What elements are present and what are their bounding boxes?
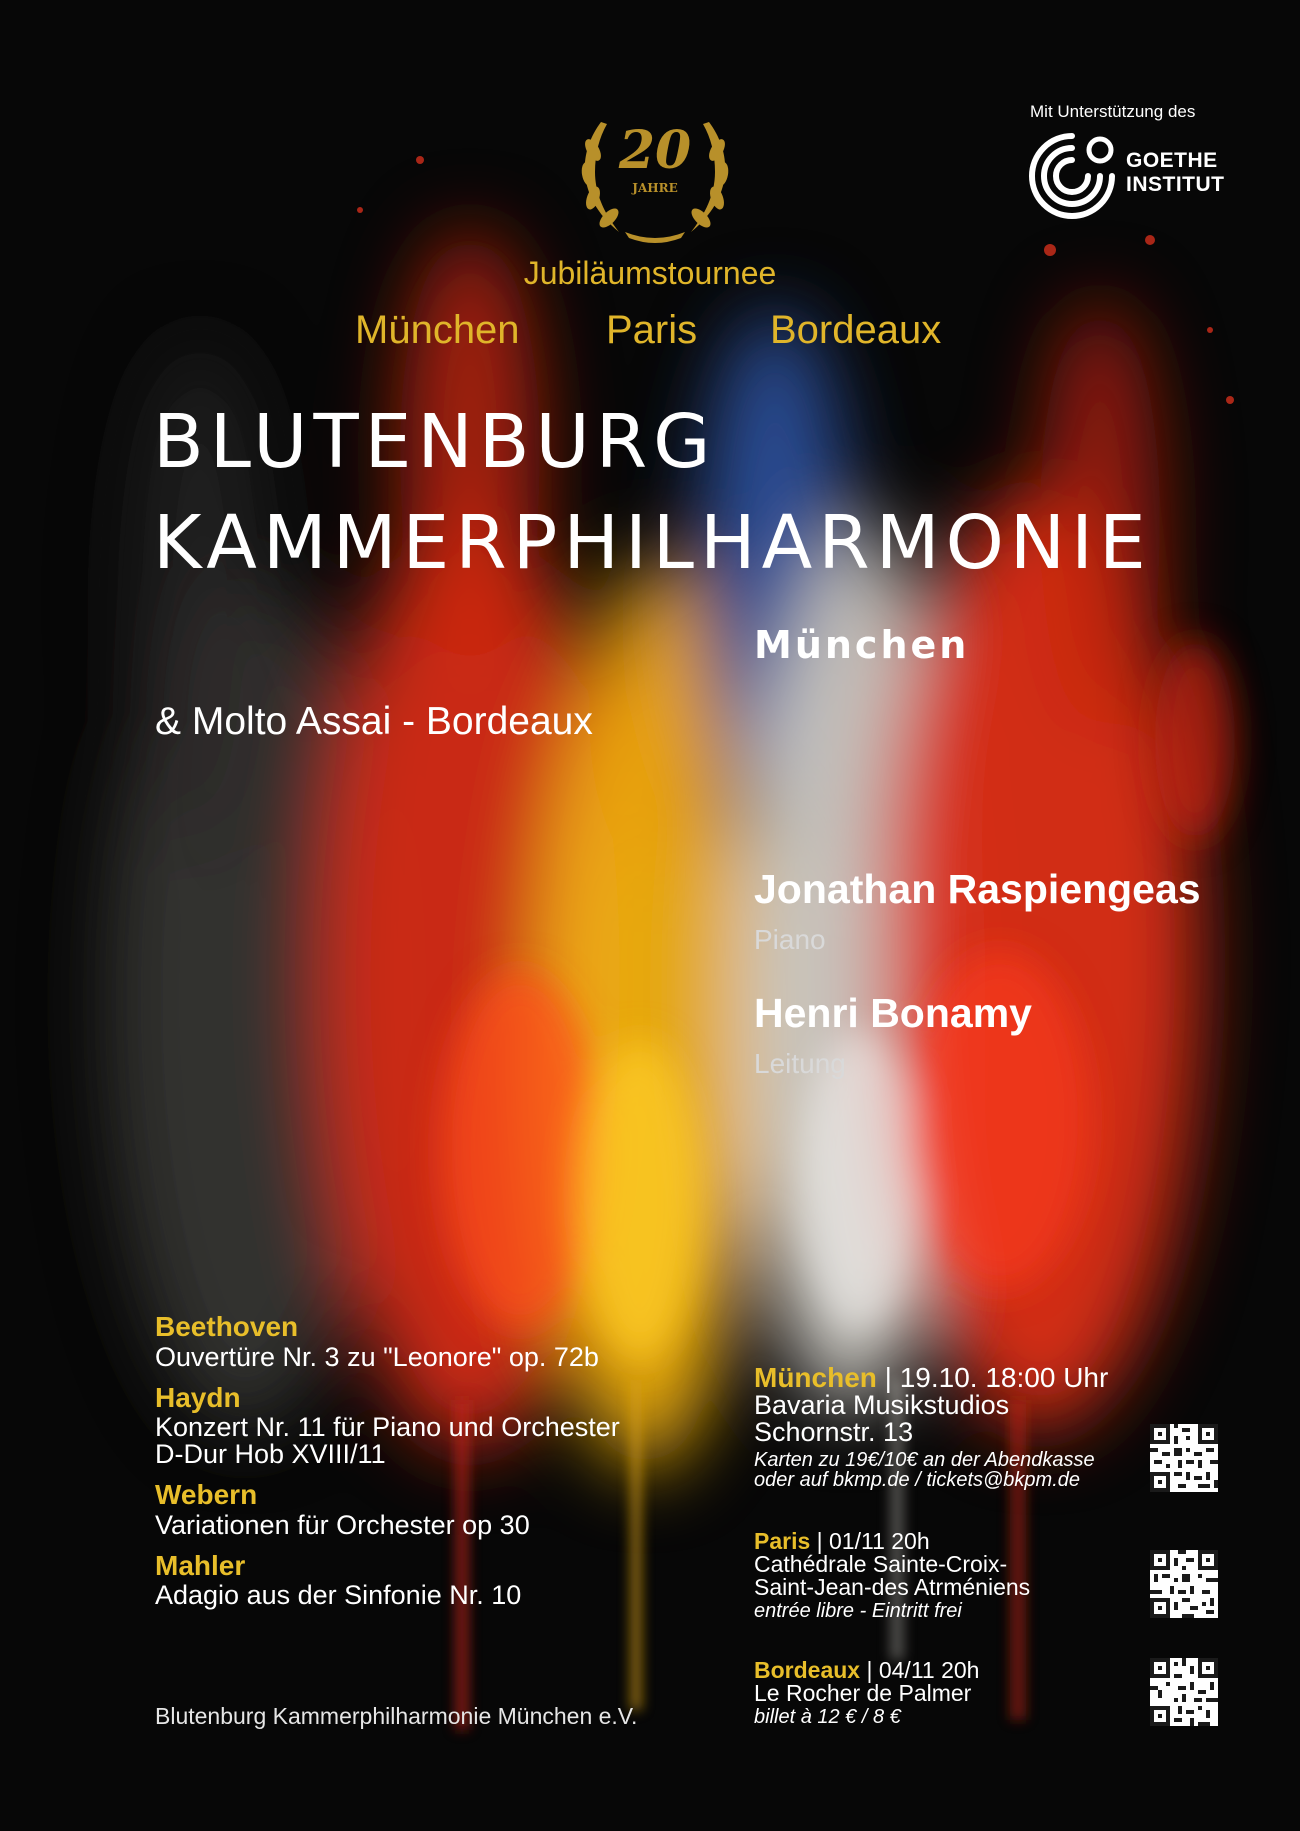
work-title-line2: D-Dur Hob XVIII/11: [155, 1439, 386, 1470]
program-item: [155, 1310, 715, 1371]
concert-bordeaux: [754, 1659, 1134, 1727]
sponsor-name-line2: INSTITUT: [1126, 173, 1225, 196]
program-item: [155, 1478, 715, 1539]
composer-name: Webern: [155, 1479, 258, 1511]
concert-venue: Bavaria Musikstudios: [754, 1390, 1010, 1420]
concert-city: Paris: [754, 1528, 811, 1554]
concert-tickets: entrée libre - Eintritt frei: [754, 1600, 962, 1622]
concert-munich: [754, 1364, 1134, 1490]
concert-datetime: | 04/11 20h: [860, 1657, 980, 1683]
subtitle-city: München: [754, 623, 970, 667]
title-line1: BLUTENBURG: [153, 399, 717, 485]
tour-title: Jubiläumstournee: [523, 255, 777, 291]
qr-code-icon: [1150, 1424, 1218, 1492]
ensemble-name: & Molto Assai - Bordeaux: [155, 700, 593, 743]
program-item: [155, 1381, 715, 1469]
anniversary-laurel-icon: [555, 98, 755, 248]
sponsor-caption: Mit Unterstützung des: [1030, 102, 1196, 121]
concert-venue-line2: Saint-Jean-des Atrméniens: [754, 1574, 1031, 1600]
qr-code-icon: [1150, 1658, 1218, 1726]
concert-tickets: billet à 12 € / 8 €: [754, 1706, 901, 1728]
tour-city-paris: Paris: [606, 308, 698, 352]
concert-datetime: | 01/11 20h: [810, 1528, 930, 1554]
concert-address: Schornstr. 13: [754, 1417, 914, 1447]
work-title: Ouvertüre Nr. 3 zu "Leonore" op. 72b: [155, 1341, 599, 1372]
concert-tickets-line2: oder auf bkmp.de / tickets@bkpm.de: [754, 1469, 1081, 1491]
concert-city: München: [754, 1362, 877, 1393]
concert-city: Bordeaux: [754, 1657, 861, 1683]
qr-code-icon: [1150, 1550, 1218, 1618]
sponsor-name-line1: GOETHE: [1126, 149, 1218, 172]
concert-venue: Cathédrale Sainte-Croix-: [754, 1551, 1008, 1577]
soloist-name: Jonathan Raspiengeas: [754, 866, 1201, 912]
goethe-spiral-icon: [1024, 128, 1120, 224]
concert-tickets: Karten zu 19€/10€ an der Abendkasse: [754, 1449, 1095, 1471]
tour-city-munich: München: [355, 308, 520, 352]
composer-name: Beethoven: [155, 1311, 299, 1342]
concert-datetime: | 19.10. 18:00 Uhr: [876, 1362, 1109, 1393]
soloist-role: Piano: [754, 924, 826, 955]
goethe-institut-logo: [1024, 128, 1224, 224]
work-title: Variationen für Orchester op 30: [155, 1509, 530, 1540]
badge-number: 20: [618, 120, 692, 181]
tour-city-bordeaux: Bordeaux: [770, 308, 942, 352]
title-line2: KAMMERPHILHARMONIE: [153, 500, 1152, 586]
concert-paris: [754, 1530, 1134, 1621]
organization-name: Blutenburg Kammerphilharmonie München e.V.: [155, 1703, 638, 1729]
badge-label: JAHRE: [632, 181, 678, 195]
program-list: [155, 1310, 715, 1619]
conductor-role: Leitung: [754, 1048, 846, 1079]
program-item: [155, 1549, 715, 1610]
work-title: Adagio aus der Sinfonie Nr. 10: [155, 1580, 522, 1611]
composer-name: Mahler: [155, 1549, 246, 1581]
conductor-name: Henri Bonamy: [754, 990, 1032, 1036]
concert-venue: Le Rocher de Palmer: [754, 1680, 972, 1706]
work-title: Konzert Nr. 11 für Piano und Orchester: [155, 1412, 620, 1443]
composer-name: Haydn: [155, 1381, 241, 1413]
